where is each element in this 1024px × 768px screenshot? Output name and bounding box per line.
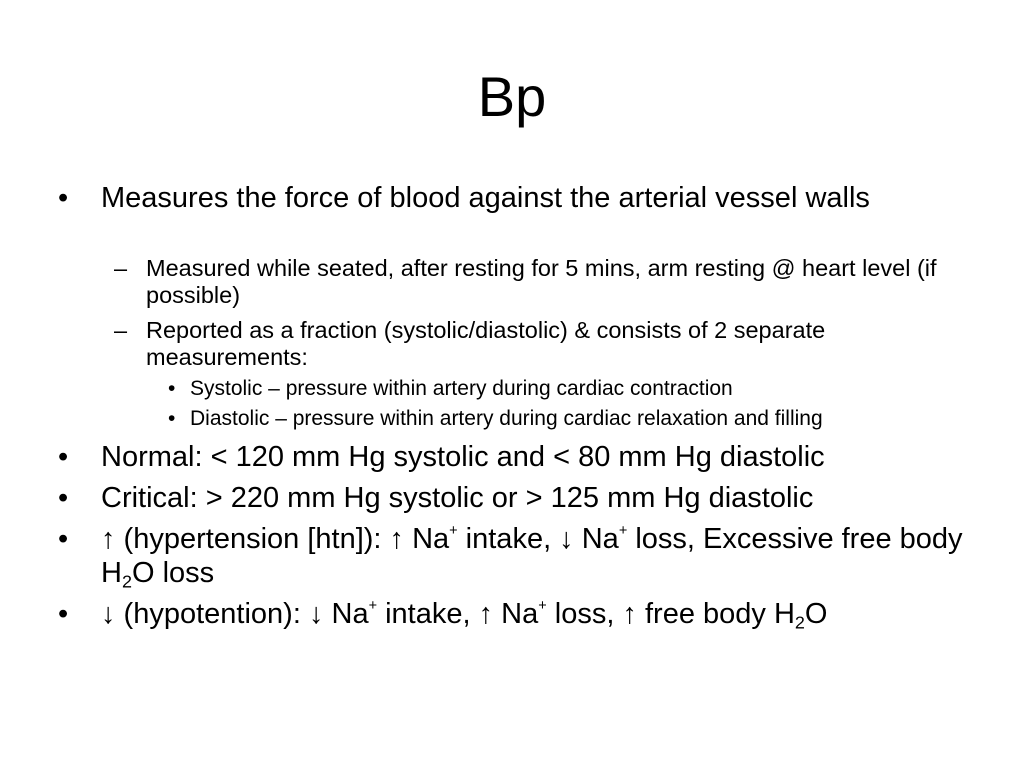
sub-bullet-item-measured-seated	[114, 255, 976, 309]
bullet-dot-icon: •	[58, 441, 69, 473]
sub-sub-bullet-item-diastolic	[168, 407, 990, 431]
bullet-item-normal	[58, 440, 981, 474]
dash-icon: –	[114, 255, 128, 281]
hypotention-text-part: O	[804, 598, 828, 630]
sub-bullet-item-reported-fraction	[114, 317, 976, 371]
bullet-item-hypertension	[58, 522, 981, 592]
bullet-text: Critical: > 220 mm Hg systolic or > 125 mm Hg diastolic	[101, 482, 814, 514]
bullet-dot-icon: •	[58, 523, 69, 555]
bullet-dot-icon: •	[58, 598, 69, 630]
sub-sub-bullet-item-systolic	[168, 377, 990, 401]
bullet-text: Normal: < 120 mm Hg systolic and < 80 mm Hg diastolic	[101, 441, 825, 473]
hypotention-text-part: intake, ↑ Na	[377, 598, 539, 630]
hypertension-text-part: intake, ↓ Na	[457, 523, 619, 555]
slide-title: Bp	[477, 65, 547, 128]
hypertension-text-part: O loss	[131, 557, 215, 589]
hypertension-text-part: loss, Excessive free body H	[101, 523, 963, 589]
small-dot-icon: •	[168, 377, 176, 400]
ion-charge: +	[618, 522, 628, 539]
hypotention-text-part: loss, ↑ free body H	[546, 598, 795, 630]
bullet-dot-icon: •	[58, 182, 69, 214]
hypertension-text-part: ↑ (hypertension [htn]): ↑ Na	[101, 523, 450, 555]
subscript: 2	[794, 612, 805, 633]
bullet-dot-icon: •	[58, 482, 69, 514]
bullet-item-hypotention	[58, 597, 981, 633]
ion-charge: +	[368, 597, 378, 614]
sub-sub-bullet-text: Diastolic – pressure within artery during cardiac relaxation and filling	[190, 407, 823, 430]
ion-charge: +	[538, 597, 547, 614]
hypotention-text-part: ↓ (hypotention): ↓ Na	[101, 598, 369, 630]
small-dot-icon: •	[168, 407, 176, 430]
sub-sub-bullet-text: Systolic – pressure within artery during cardiac contraction	[190, 377, 733, 400]
subscript: 2	[121, 571, 132, 592]
bullet-item-measures-force	[58, 181, 981, 215]
dash-icon: –	[114, 317, 128, 343]
ion-charge: +	[449, 522, 458, 539]
bullet-item-critical	[58, 481, 981, 515]
bullet-text: Measures the force of blood against the arterial vessel walls	[101, 182, 870, 214]
sub-bullet-text: Measured while seated, after resting for 5 mins, arm resting @ heart level (if possible)	[146, 255, 937, 308]
sub-bullet-text: Reported as a fraction (systolic/diastolic) & consists of 2 separate measurements:	[146, 317, 826, 370]
